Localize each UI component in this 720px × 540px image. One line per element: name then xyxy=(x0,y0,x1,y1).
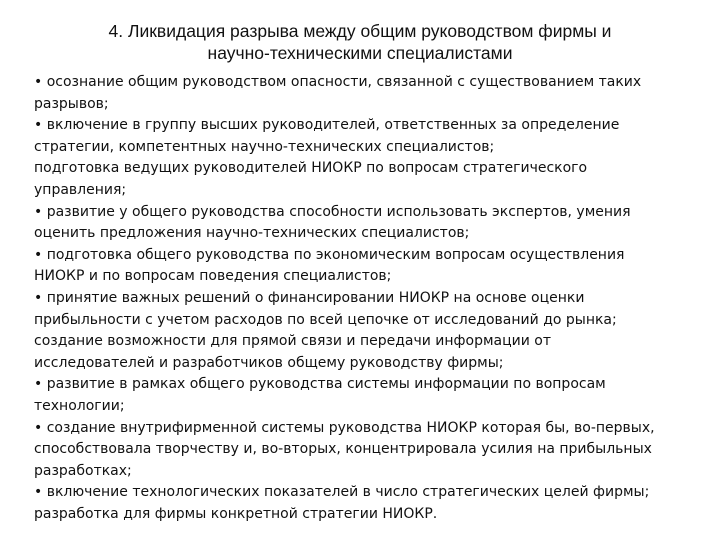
body-line: • включение технологических показателей в число стратегических целей фирмы; xyxy=(34,484,650,501)
body-line: исследователей и разработчиков общему руководству фирмы; xyxy=(34,354,504,371)
body-line: • осознание общим руководством опасности, связанной с существованием таких xyxy=(34,74,642,90)
body-line: технологии; xyxy=(34,397,125,414)
body-line: • развитие у общего руководства способности использовать экспертов, умения xyxy=(34,203,631,220)
body-line: разрывов; xyxy=(34,95,109,112)
slide-title-line-2: научно-техническими специалистами xyxy=(207,43,513,63)
body-line: оценить предложения научно-технических специалистов; xyxy=(34,225,470,242)
body-line: прибыльности с учетом расходов по всей цепочке от исследований до рынка; xyxy=(34,311,617,328)
body-line: способствовала творчеству и, во-вторых, концентрировала усилия на прибыльных xyxy=(34,441,652,458)
body-line: управления; xyxy=(34,181,127,198)
body-line: • развитие в рамках общего руководства системы информации по вопросам xyxy=(34,376,606,393)
body-line: • принятие важных решений о финансировании НИОКР на основе оценки xyxy=(34,289,585,306)
slide-title-line-1: 4. Ликвидация разрыва между общим руководством фирмы и xyxy=(108,21,612,41)
slide-title xyxy=(40,20,680,64)
body-line: стратегии, компетентных научно-технических специалистов; xyxy=(34,138,495,155)
body-line: • создание внутрифирменной системы руководства НИОКР которая бы, во-первых, xyxy=(34,419,655,436)
body-line: подготовка ведущих руководителей НИОКР по вопросам стратегического xyxy=(34,160,588,177)
body-line: разработка для фирмы конкретной стратегии НИОКР. xyxy=(34,505,438,522)
body-line: создание возможности для прямой связи и передачи информации от xyxy=(34,333,552,350)
body-line: • подготовка общего руководства по экономическим вопросам осуществления xyxy=(34,246,625,263)
body-line: разработках; xyxy=(34,462,132,479)
body-line: • включение в группу высших руководителей, ответственных за определение xyxy=(34,117,620,134)
slide-body xyxy=(34,72,694,525)
body-line: НИОКР и по вопросам поведения специалистов; xyxy=(34,268,392,285)
